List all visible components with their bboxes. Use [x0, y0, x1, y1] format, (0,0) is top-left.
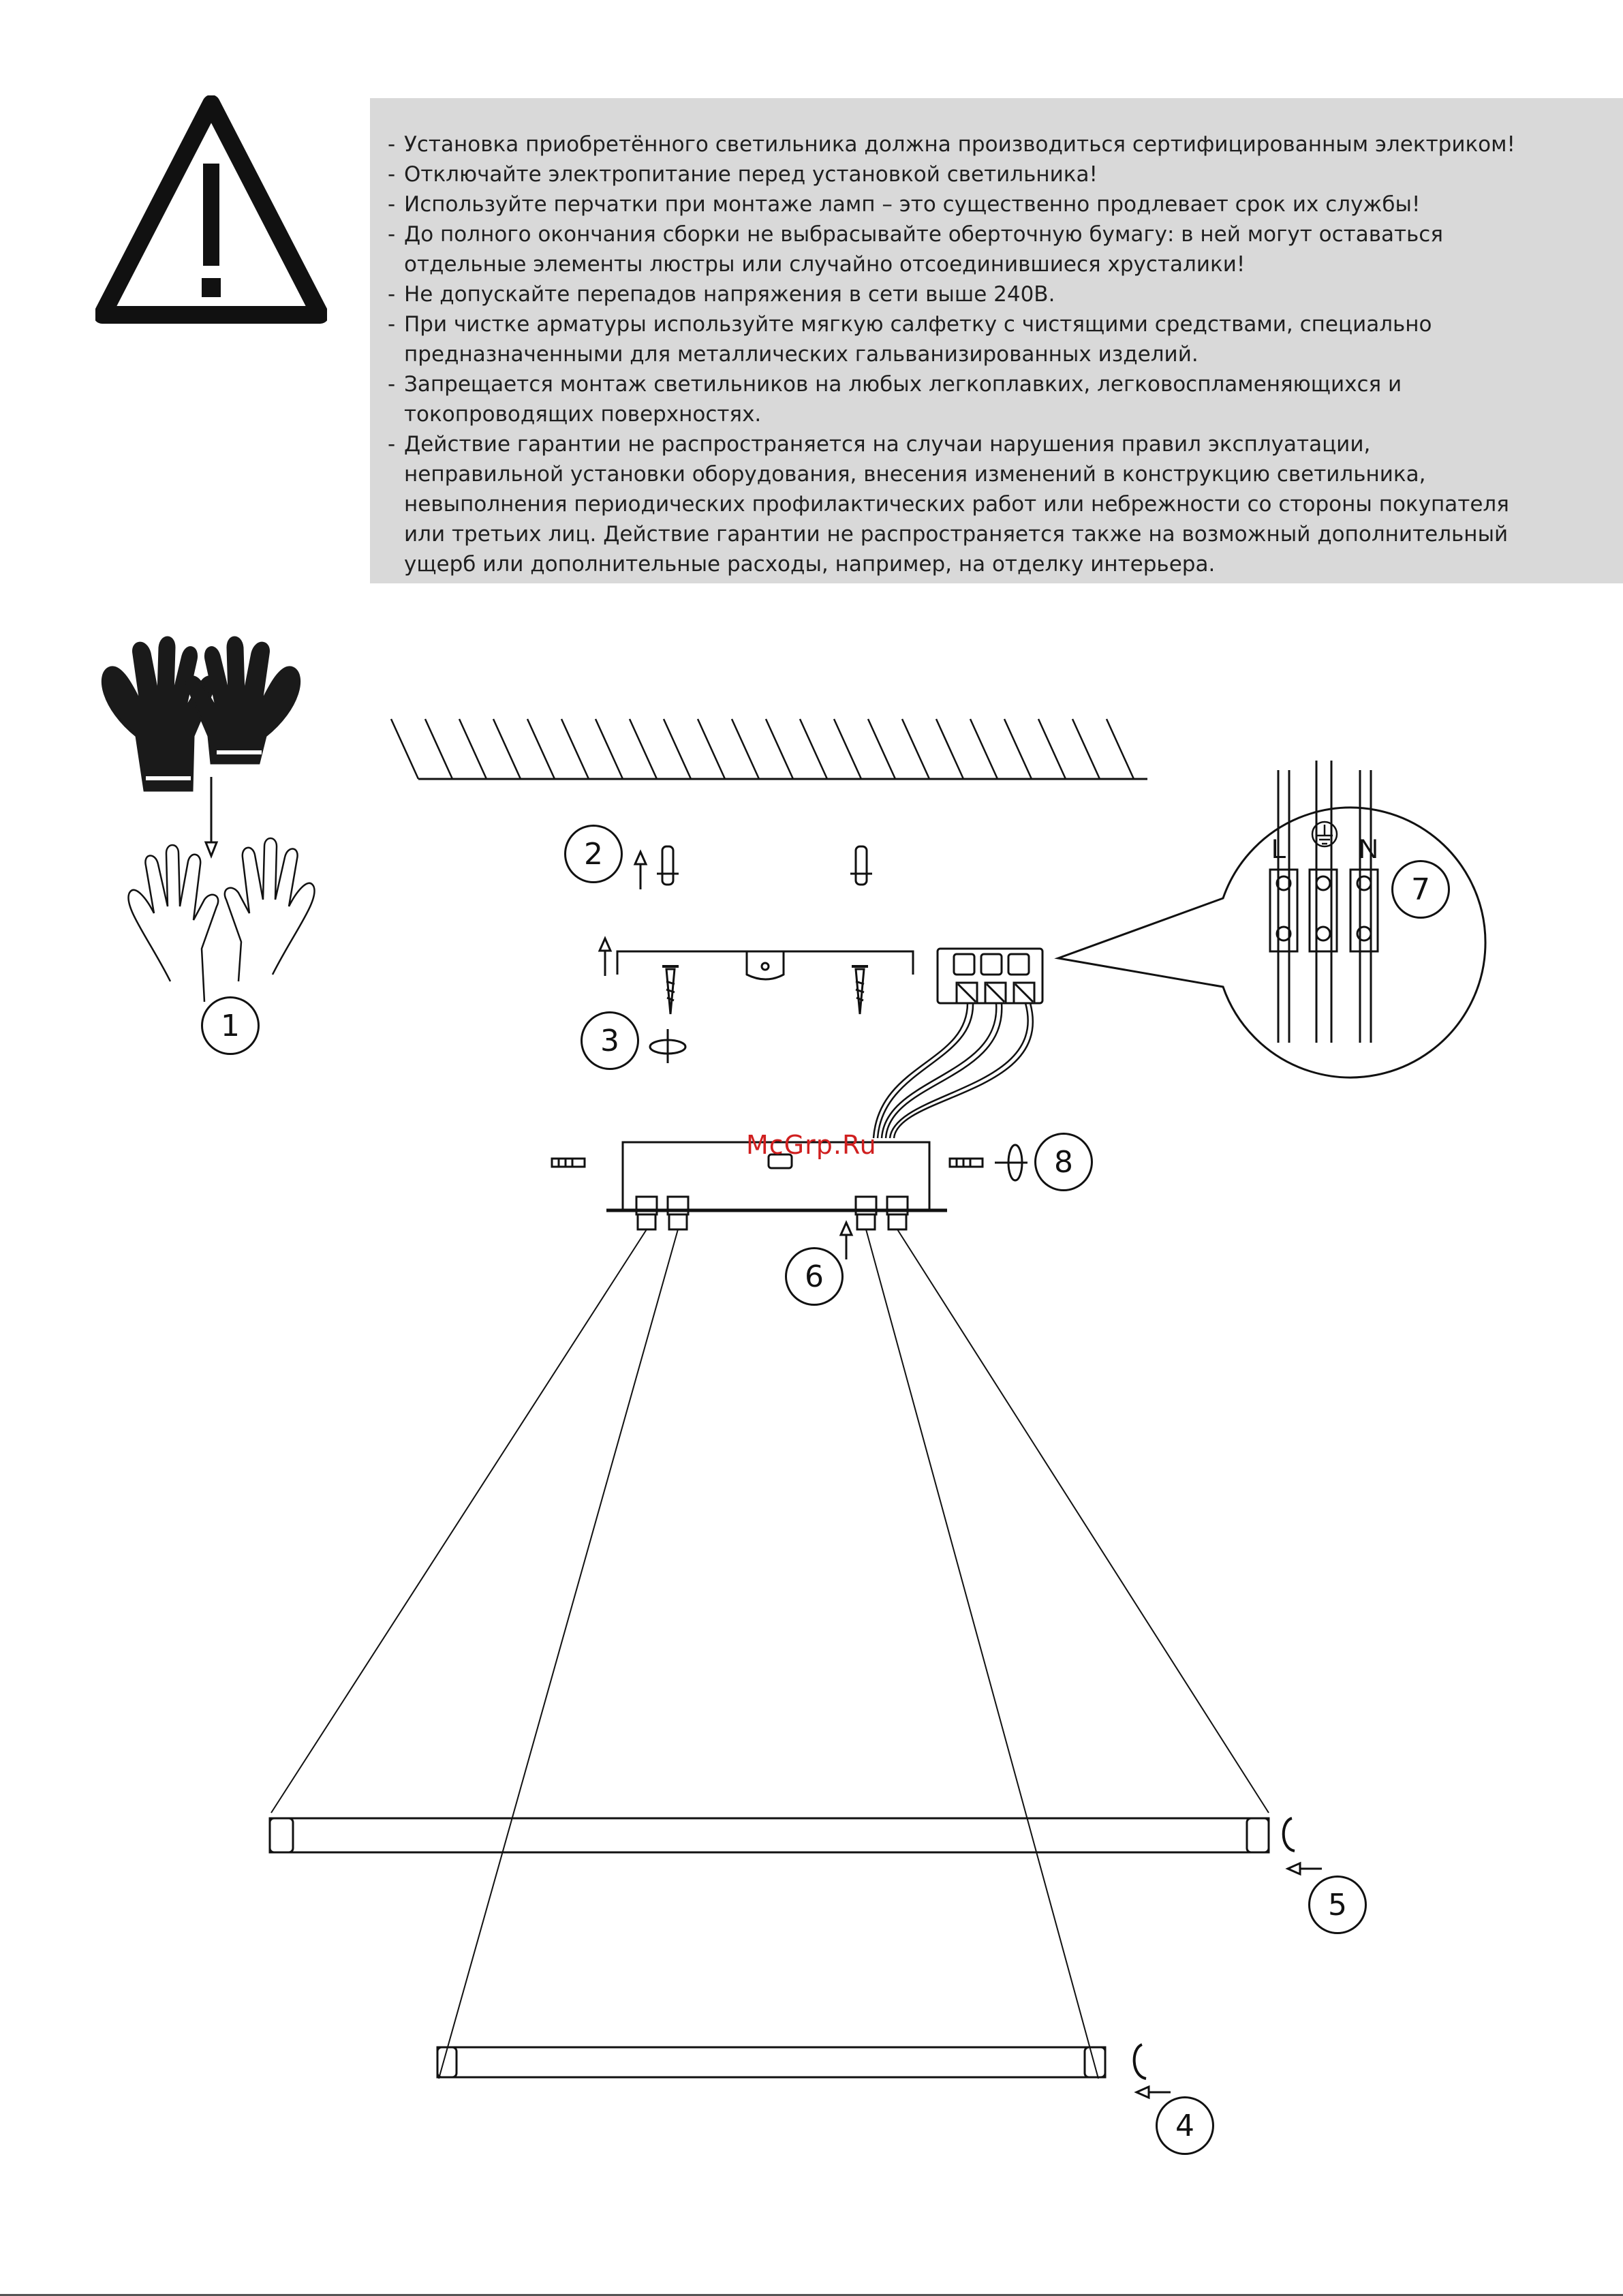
mounting-bracket [600, 938, 913, 979]
warning-item: - Установка приобретённого светильника должна производиться сертифицированным электриком! [388, 132, 1515, 157]
up-arrow [635, 852, 646, 889]
terminal-block [938, 949, 1042, 1003]
side-screw [552, 1159, 585, 1167]
step-7-callout: 7 [1391, 860, 1450, 919]
step-6-callout: 6 [785, 1247, 844, 1306]
step-8-callout: 8 [1034, 1133, 1093, 1191]
warning-item: - Используйте перчатки при монтаже ламп – это существенно продлевает срок их службы! [388, 192, 1421, 217]
screw [852, 966, 868, 1014]
step-1-callout: 1 [201, 996, 260, 1055]
watermark: McGrp.Ru [746, 1130, 877, 1160]
step-3-callout: 3 [581, 1011, 639, 1070]
rotate-icon [650, 1029, 685, 1063]
gloves-icon [102, 637, 299, 791]
neutral-label: N [1359, 834, 1378, 864]
step-5-callout: 5 [1308, 1876, 1367, 1934]
warning-item: - Отключайте электропитание перед установкой светильника! [388, 162, 1098, 187]
up-arrow [841, 1223, 852, 1259]
warning-item: - Не допускайте перепадов напряжения в сети выше 240В. [388, 282, 1055, 307]
wiring-detail [1058, 761, 1485, 1077]
led-bar-lower [437, 2045, 1171, 2098]
warning-item: - До полного окончания сборки не выбрасывайте оберточную бумагу: в ней могут оставаться отдельные элементы люстры или случайно отсоединившиеся хрусталики! [388, 222, 1443, 277]
wall-plug [657, 846, 679, 885]
side-screw [950, 1159, 983, 1167]
hands-icon [128, 838, 314, 1002]
rotate-icon [995, 1145, 1027, 1180]
step-4-callout: 4 [1156, 2096, 1214, 2155]
ceiling [391, 719, 1147, 779]
step-2-callout: 2 [564, 825, 623, 883]
screw [662, 966, 679, 1014]
wall-plug [850, 846, 872, 885]
power-wires [874, 1003, 1033, 1138]
suspension-cables [271, 1229, 1269, 2079]
warning-item: - Действие гарантии не распространяется на случаи нарушения правил эксплуатации, неправильной установки оборудования, внесения изменений в конструкцию светильника, невыполнения периодических профилактических работ или небрежности со стороны покупателя или третьих лиц. Действие гарантии не распространяется также на возможный дополнительный ущерб или дополнительные расходы, например, на отделку интерьера. [388, 432, 1509, 577]
down-arrow [206, 777, 217, 856]
live-label: L [1271, 834, 1287, 864]
warning-item: - Запрещается монтаж светильников на любых легкоплавких, легковоспламеняющихся и токопроводящих поверхностях. [388, 372, 1402, 427]
warning-item: - При чистке арматуры используйте мягкую салфетку с чистящими средствами, специально предназначенными для металлических гальванизированных изделий. [388, 312, 1432, 367]
led-bar-upper [270, 1818, 1322, 1874]
